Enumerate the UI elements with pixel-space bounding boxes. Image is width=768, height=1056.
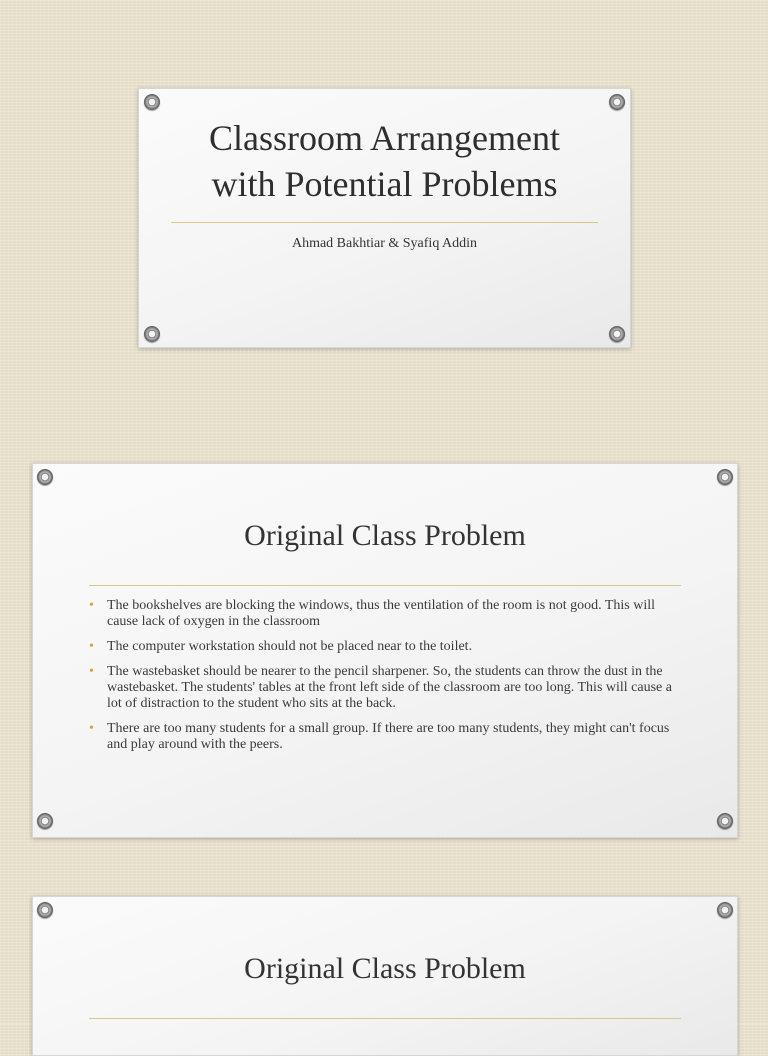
list-item bbox=[89, 598, 689, 630]
grommet-icon bbox=[144, 326, 160, 342]
grommet-icon bbox=[609, 94, 625, 110]
bullet-icon: • bbox=[89, 639, 94, 654]
grommet-icon bbox=[717, 469, 733, 485]
presentation-title bbox=[139, 115, 630, 207]
title-line-1: Classroom Arrangement bbox=[209, 118, 560, 158]
problem-slide-2 bbox=[32, 896, 738, 1056]
grommet-icon bbox=[717, 813, 733, 829]
bullet-icon: • bbox=[89, 664, 94, 679]
grommet-icon bbox=[37, 902, 53, 918]
slide-heading: Original Class Problem bbox=[244, 952, 526, 985]
grommet-icon bbox=[144, 94, 160, 110]
problem-list bbox=[89, 598, 689, 762]
list-item-text: The wastebasket should be nearer to the pencil sharpener. So, the students can throw the dust in the wastebasket. The students' tables at the front left side of the classroom are too long. This will cause a lot of distraction to the student who sits at the back. bbox=[107, 664, 672, 711]
title-divider bbox=[171, 222, 598, 223]
authors-subtitle: Ahmad Bakhtiar & Syafiq Addin bbox=[291, 236, 478, 251]
grommet-icon bbox=[37, 469, 53, 485]
bullet-icon: • bbox=[89, 721, 94, 736]
grommet-icon bbox=[717, 902, 733, 918]
heading-divider bbox=[89, 1018, 681, 1019]
list-item-text: The computer workstation should not be placed near to the toilet. bbox=[107, 639, 473, 654]
problem-slide-1 bbox=[32, 463, 738, 838]
list-item bbox=[89, 721, 689, 753]
heading-divider bbox=[89, 585, 681, 586]
bullet-icon: • bbox=[89, 598, 94, 613]
slide-heading: Original Class Problem bbox=[244, 519, 526, 552]
list-item-text: The bookshelves are blocking the windows, thus the ventilation of the room is not good. This will cause lack of oxygen in the classroom bbox=[107, 598, 656, 629]
grommet-icon bbox=[37, 813, 53, 829]
list-item bbox=[89, 639, 689, 655]
list-item bbox=[89, 664, 689, 712]
list-item-text: There are too many students for a small group. If there are too many students, they might can't focus and play around with the peers. bbox=[107, 721, 670, 752]
grommet-icon bbox=[609, 326, 625, 342]
title-slide bbox=[138, 88, 631, 348]
title-line-2: with Potential Problems bbox=[211, 164, 558, 204]
